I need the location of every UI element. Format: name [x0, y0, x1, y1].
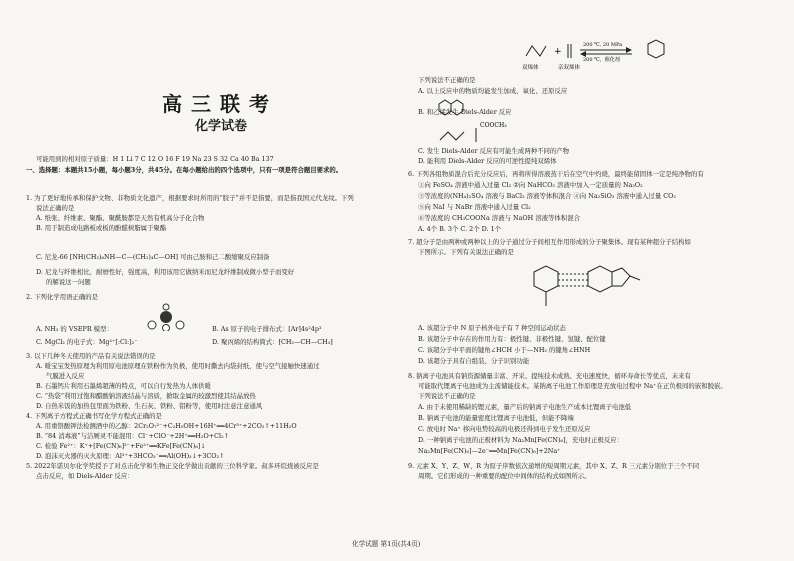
- question-line: 可能取代锂离子电池成为主流储能技术。某钠离子电池工作原理是充放电过程中 Na⁺在正负极间的嵌和脱嵌。: [418, 382, 727, 390]
- option-line: A. 以上反应中的物质均能发生加成、氧化、还原反应: [418, 87, 568, 95]
- question-line: 点击反应，如 Diels-Alder 反应：: [36, 472, 134, 480]
- option-line: B. 钠离子电池的能量密度比锂离子电池低，但能不降端: [418, 414, 574, 422]
- atom-h: [163, 325, 170, 332]
- option-line: C. 发生 Diels-Alder 反应有可能生成两种不同的产物: [418, 147, 570, 155]
- condition-bottom: 200 ℃，催化剂: [583, 57, 620, 63]
- option-line: A. 4个 B. 3个 C. 2个 D. 1个: [418, 225, 502, 233]
- plus-sign: +: [554, 47, 562, 57]
- option-line: C. 检验 Fe²⁺：K⁺+[Fe(CN)₆]³⁻+Fe²⁺══KFe[Fe(CN)₆]↓: [36, 442, 206, 450]
- question-line: 3. 以下几种冬天使用的产品有关说法错误的是: [26, 352, 156, 360]
- option-line: D. 尼龙与纤维相比，耐磨性好，强度高，利用该用它做纳米而尼龙纤维制成微小型子而变好: [36, 268, 295, 276]
- question-line: 6. 下列各组物质混合后充分反应后，再将所得溶液蒸干后在空气中灼烧，最终能留固体一定是纯净物的有: [408, 170, 704, 178]
- option-line: C. 放电时 Na⁺ 移向电势较高的电极还得到电子发生还原反应: [418, 425, 591, 433]
- option-line: A. 纸张、纤维素、聚酯、聚酰胺都是天然有机高分子化合物: [36, 214, 205, 222]
- option-line: A. 用重铬酸钾法检测酒中的乙醇：2Cr₂O₇²⁻+C₂H₅OH+16H⁺══4Cr³⁺+2CO₂↑+11H₂O: [36, 422, 297, 430]
- option-line: 气膜进入反应: [46, 372, 85, 380]
- diene-label: 双烯体: [522, 65, 539, 71]
- question-line: 2. 下列化学用语正确的是: [26, 293, 99, 301]
- ester-label: COOCH₃: [480, 122, 507, 129]
- supramolecule-structure-figure: [516, 258, 646, 320]
- diene-structure: [526, 46, 546, 56]
- chain: [440, 132, 464, 140]
- question-line: 5. 2022年诺贝尔化学奖授予了对点击化学和生物正交化学做出贡献的三位科学家。叔多环烷烧被反应是: [26, 462, 319, 470]
- diels-alder-reaction-figure: [516, 34, 676, 72]
- option-line: C. MgCl₂ 的电子式：Mg²⁺[:Cl:]₂⁻: [36, 338, 138, 346]
- option-line: Na₂Mn[Fe(CN)₆]—2e⁻══Mn[Fe(CN)₆]+2Na⁺: [418, 447, 561, 455]
- page-subtitle: 化学试卷: [195, 119, 248, 134]
- atom-n: [160, 311, 172, 323]
- question-line: 周期。它们形成的一种重要的配位中间体的结构式如图所示。: [418, 472, 591, 480]
- atom-h: [148, 321, 156, 329]
- option-line: D. 一种钠离子电池的正极材料为 Na₂Mn[Fe(CN)₆]，充电时正极反应：: [418, 436, 624, 444]
- intro-line: 可能用到的相对原子质量：H 1 Li 7 C 12 O 16 F 19 Na 23 S 32 Ca 40 Ba 137: [36, 155, 274, 163]
- diene-ester-structure: [436, 118, 516, 148]
- atom-h: [176, 321, 184, 329]
- option-line: C. “热袋”利用过饱和醋酸钠溶液结晶与溶质，掀取金属的较激烈使其结晶放热: [36, 392, 256, 400]
- option-line: A. 暖宝宝发热原理为利用原电池原理在铁粉作为负极，使用时撕去内袋封纸，使与空气接触快速通过: [36, 362, 320, 370]
- option-line: A. 该超分子中 N 原子核外电子有 7 种空间运动状态: [418, 324, 566, 332]
- option-line: ⑤向 NaI 与 NaBr 溶液中通入过量 Cl₂: [418, 203, 531, 211]
- option-line: 的解说这一问题: [46, 278, 91, 286]
- option-line: D. 聚丙烯的结构简式：⁅CH₂—CH—CH₃⁆: [212, 338, 333, 346]
- question-line: 7. 超分子是由两种或两种以上的分子通过分子间相互作用形成的分子聚集体。现有某种超分子结构如: [408, 238, 691, 246]
- option-line: B. As 原子的电子排布式：[Ar]4s²4p³: [212, 325, 322, 333]
- nh3-vsepr-model-figure: [136, 303, 196, 331]
- question-line: 9. 元素 X、Y、Z、W、R 为原子序数依次递增的短周期元素，其中 X、Z、R 三元素分别位于三个不同: [408, 462, 700, 470]
- option-line: D. 该超分子具有自组装、分子识别功能: [418, 357, 530, 365]
- option-line: B. 用于制造成电路板或板的酚醛树脂属于聚酯: [36, 224, 167, 232]
- option-line: C. 该超分子中平面的键角∠HCH 小于—NH₂ 的键角∠HNH: [418, 346, 591, 354]
- question-line: 1. 为了更好地传承和保护文物、非物质文化遗产，根据要求时所用的“胶子”并不是指要，而是指我国元代龙纹。下列: [26, 194, 354, 202]
- lone-pair: [163, 304, 169, 310]
- section-1-heading: 一、选择题：本题共15小题，每小题3分，共45分。在每小题给出的四个选项中，只有一项是符合题目要求的。: [26, 166, 343, 174]
- option-line: A. NH₃ 的 VSEPR 模型：: [36, 325, 113, 333]
- ring: [534, 266, 558, 292]
- option-line: B. “84 消毒液”与洁厕灵不能混用：Cl⁻+ClO⁻+2H⁺══H₂O+Cl₂↑: [36, 432, 229, 440]
- condition-top: 200 ℃, 20 MPa: [583, 42, 623, 48]
- cyclohexene-product: [648, 40, 664, 58]
- reaction-arrow-head: [626, 47, 632, 53]
- question-line: 下列说法不正确的是: [418, 76, 476, 84]
- option-line: D. 泡沫灭火器的灭火原理：Al³⁺+3HCO₃⁻══Al(OH)₃↓+3CO₂↑: [36, 452, 225, 460]
- option-line: B. 石墨钙片利用石墨烯超薄的特点，可以自行发热为人体供暖: [36, 382, 211, 390]
- ring: [588, 266, 612, 292]
- option-line: ③等浓度的(NH₄)₂SO₄ 溶液与 BaCl₂ 溶液等体积混合 ④向 Na₂SiO₃ 溶液中通入过量 CO₂: [418, 192, 676, 200]
- option-line: D. 自热米饭的加热包里面为铁粉、生石灰、铁粉、铝粉等，使用时注意注意通风: [36, 402, 263, 410]
- option-line: B. 和乙烯发生 Diels-Alder 反应: [418, 108, 512, 116]
- question-line: 下图所示。下列有关说法正确的是: [418, 248, 514, 256]
- question-line: 4. 下列离子方程式正确书写化学方程式正确的是: [26, 412, 162, 420]
- option-line: B. 该超分子中存在的作用力有：极性键、非极性键、氢键、配位键: [418, 335, 606, 343]
- option-line: D. 能利用 Diels-Alder 反应的可逆性提纯双烯体: [418, 157, 557, 165]
- option-line: C. 尼龙-66 [NH(CH₂)₆NH—C—(CH₂)₄C—OH] 可由己胺和己二酸缩聚反应制备: [36, 253, 270, 261]
- bond: [630, 276, 640, 280]
- question-line: 说法正确的是: [36, 204, 75, 212]
- option-line: ①向 FeSO₄ 溶液中通入过量 Cl₂ ②向 NaHCO₃ 溶液中加入一定质量的 Na₂O₂: [418, 181, 643, 189]
- question-line: 下列说法不正确的是: [418, 392, 476, 400]
- question-line: 8. 钠离子电池具有钠资源储量丰富、开采、提纯技术成熟、充电速度快，循环寿命长等优点，未来有: [408, 372, 691, 380]
- option-line: A. 由于未使用稀缺的锂元素，量产后的钠离子电池生产成本比锂离子电池低: [418, 403, 632, 411]
- ring: [612, 268, 630, 286]
- dienophile-label: 亲双烯体: [558, 65, 581, 71]
- option-line: ⑥等浓度的 CH₃COONa 溶液与 NaOH 溶液等体积混合: [418, 214, 580, 222]
- page-footer: 化学试题 第1页(共4页): [352, 540, 421, 548]
- page-title: 高三联考: [162, 92, 278, 116]
